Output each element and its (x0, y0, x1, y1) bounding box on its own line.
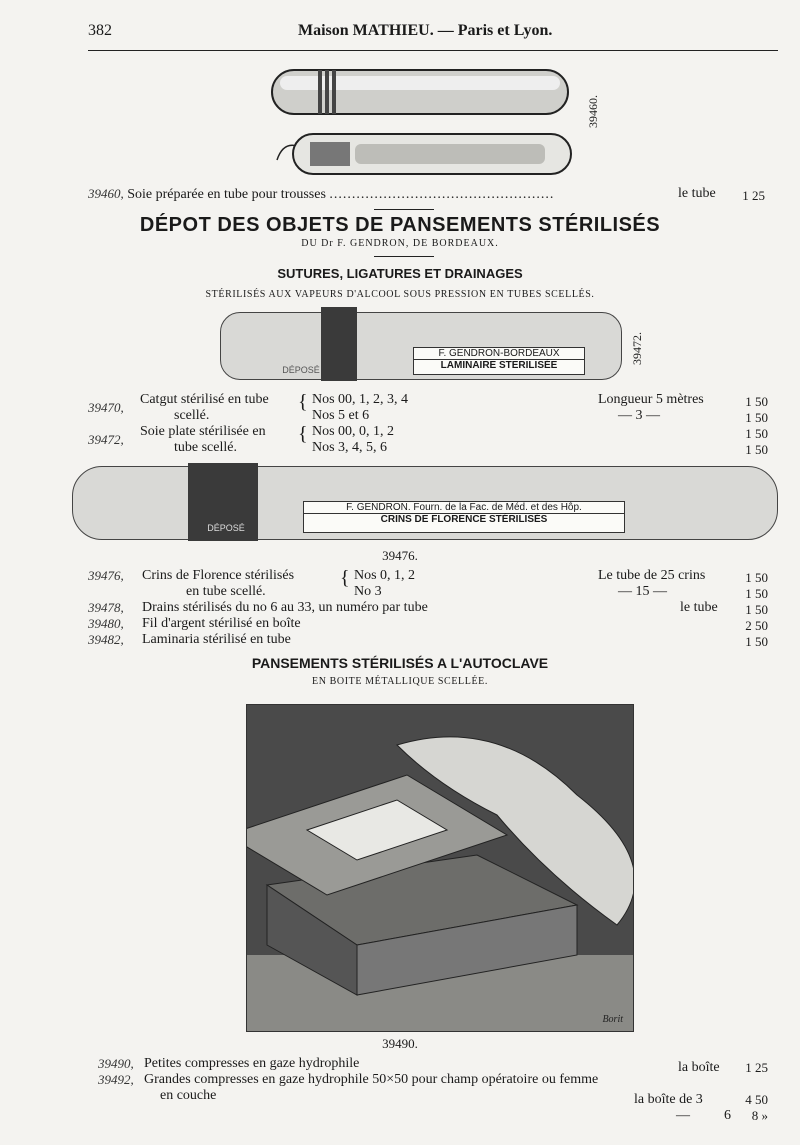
ref-39478: 39478, (88, 600, 124, 615)
price-39472-2: 1 50 (745, 442, 768, 457)
desc-39490: Petites compresses en gaze hydrophile (144, 1056, 360, 1071)
fig3-caption: 39476. (382, 548, 418, 563)
fig2-caption: 39472. (630, 332, 644, 365)
opt-39470-1: Nos 00, 1, 2, 3, 4 (312, 392, 409, 407)
fig1-caption: 39460. (586, 95, 600, 128)
unit-39478: le tube (680, 600, 718, 615)
fig2-label-line1: F. GENDRON-BORDEAUX (438, 348, 560, 359)
desc-39470-a: Catgut stérilisé en tube (140, 392, 269, 407)
ref-39472: 39472, (88, 432, 124, 447)
desc-39480: Fil d'argent stérilisé en boîte (142, 616, 301, 631)
price-39492-2: 8 » (751, 1108, 768, 1123)
fig3-stamp: DÉPOSÉ (207, 523, 245, 533)
price-39480: 2 50 (745, 618, 768, 633)
section1-subheading-note: STÉRILISÉS AUX VAPEURS D'ALCOOL SOUS PRESSION EN TUBES SCELLÉS. (205, 289, 595, 300)
desc-39460: Soie préparée en tube pour trousses (127, 187, 326, 202)
laminaria-tube-figure (220, 312, 622, 380)
note-39476-2: — 15 — (618, 584, 667, 599)
section1-subtitle: DU Dr F. GENDRON, DE BORDEAUX. (301, 238, 499, 249)
opt-39472-2: Nos 3, 4, 5, 6 (312, 440, 388, 455)
note-39470-2: — 3 — (618, 408, 660, 423)
desc-39470-b: scellé. (174, 408, 210, 423)
section2-subtitle: EN BOITE MÉTALLIQUE SCELLÉE. (312, 676, 488, 687)
ref-39470: 39470, (88, 400, 124, 415)
opt-39476-1: Nos 0, 1, 2 (354, 568, 416, 583)
items-group-1 (88, 392, 788, 458)
page-header (88, 22, 778, 46)
open-tube-illustration (275, 130, 575, 178)
fig3-label-line1: F. GENDRON. Fourn. de la Fac. de Méd. et des Hôp. (346, 502, 582, 513)
fig2-label-line2: LAMINAIRE STERILISÉE (414, 359, 584, 371)
fig3-label-line2: CRINS DE FLORENCE STÉRILISÉS (304, 513, 624, 525)
price-39470-2: 1 50 (745, 410, 768, 425)
price-39470-1: 1 50 (745, 394, 768, 409)
leader-dots: .................................................. (329, 187, 555, 202)
desc-39476-b: en tube scellé. (186, 584, 266, 599)
fig3-label (303, 501, 625, 533)
ref-39476: 39476, (88, 568, 124, 583)
engraver-signature: Borit (602, 1014, 623, 1025)
ref-39460: 39460, (88, 186, 124, 201)
unit-39460: le tube (678, 186, 716, 201)
brace: { (340, 567, 350, 589)
short-rule (374, 209, 434, 210)
opt-39470-2: Nos 5 et 6 (312, 408, 370, 423)
qty-39492-2: 6 (724, 1108, 731, 1123)
desc-39482: Laminaria stérilisé en tube (142, 632, 291, 647)
header-rule (88, 50, 778, 51)
price-39482: 1 50 (745, 634, 768, 649)
desc-39472-b: tube scellé. (174, 440, 237, 455)
section1-subheading: SUTURES, LIGATURES ET DRAINAGES (277, 266, 523, 281)
tube-figure-closed (270, 66, 570, 118)
fig2-stamp: DÉPOSÉ (282, 365, 320, 375)
price-39460: 1 25 (742, 188, 765, 203)
desc-39472-a: Soie plate stérilisée en (140, 424, 266, 439)
price-39478: 1 50 (745, 602, 768, 617)
box-illustration (247, 705, 633, 1031)
ref-39492: 39492, (98, 1072, 134, 1087)
desc-39478: Drains stérilisés du no 6 au 33, un numéro par tube (142, 600, 428, 615)
short-rule (374, 256, 434, 257)
note-39476-1: Le tube de 25 crins (598, 568, 706, 583)
autoclave-box-figure (246, 704, 634, 1032)
price-39472-1: 1 50 (745, 426, 768, 441)
opt-39472-1: Nos 00, 0, 1, 2 (312, 424, 395, 439)
desc-39492-a: Grandes compresses en gaze hydrophile 50×50 pour champ opératoire ou femme (144, 1072, 599, 1087)
ref-39480: 39480, (88, 616, 124, 631)
unit-39492: la boîte de 3 (634, 1092, 703, 1107)
ref-39482: 39482, (88, 632, 124, 647)
brace: { (298, 391, 308, 413)
fig4-caption: 39490. (382, 1036, 418, 1051)
ref-39490: 39490, (98, 1056, 134, 1071)
desc-39476-a: Crins de Florence stérilisés (142, 568, 295, 583)
opt-39476-2: No 3 (354, 584, 382, 599)
price-39492-1: 4 50 (745, 1092, 768, 1107)
fig2-label (413, 347, 585, 375)
unit-39490: la boîte (678, 1060, 720, 1075)
florence-hair-tube-figure (72, 466, 778, 540)
brace: { (298, 423, 308, 445)
price-39476-1: 1 50 (745, 570, 768, 585)
price-39490: 1 25 (745, 1060, 768, 1075)
item-39460 (88, 186, 778, 203)
page-title: Maison MATHIEU. — Paris et Lyon. (298, 22, 553, 39)
dash-39492: — (676, 1108, 690, 1123)
items-group-3 (88, 1056, 788, 1140)
items-group-2 (88, 568, 788, 648)
section1-title: DÉPOT DES OBJETS DE PANSEMENTS STÉRILISÉS (139, 214, 661, 236)
section2-title: PANSEMENTS STÉRILISÉS A L'AUTOCLAVE (251, 655, 549, 671)
closed-tube-illustration (270, 66, 570, 118)
price-39476-2: 1 50 (745, 586, 768, 601)
desc-39492-b: en couche (160, 1088, 217, 1103)
note-39470-1: Longueur 5 mètres (598, 392, 704, 407)
tube-figure-open (275, 130, 575, 178)
page-number: 382 (88, 22, 112, 39)
